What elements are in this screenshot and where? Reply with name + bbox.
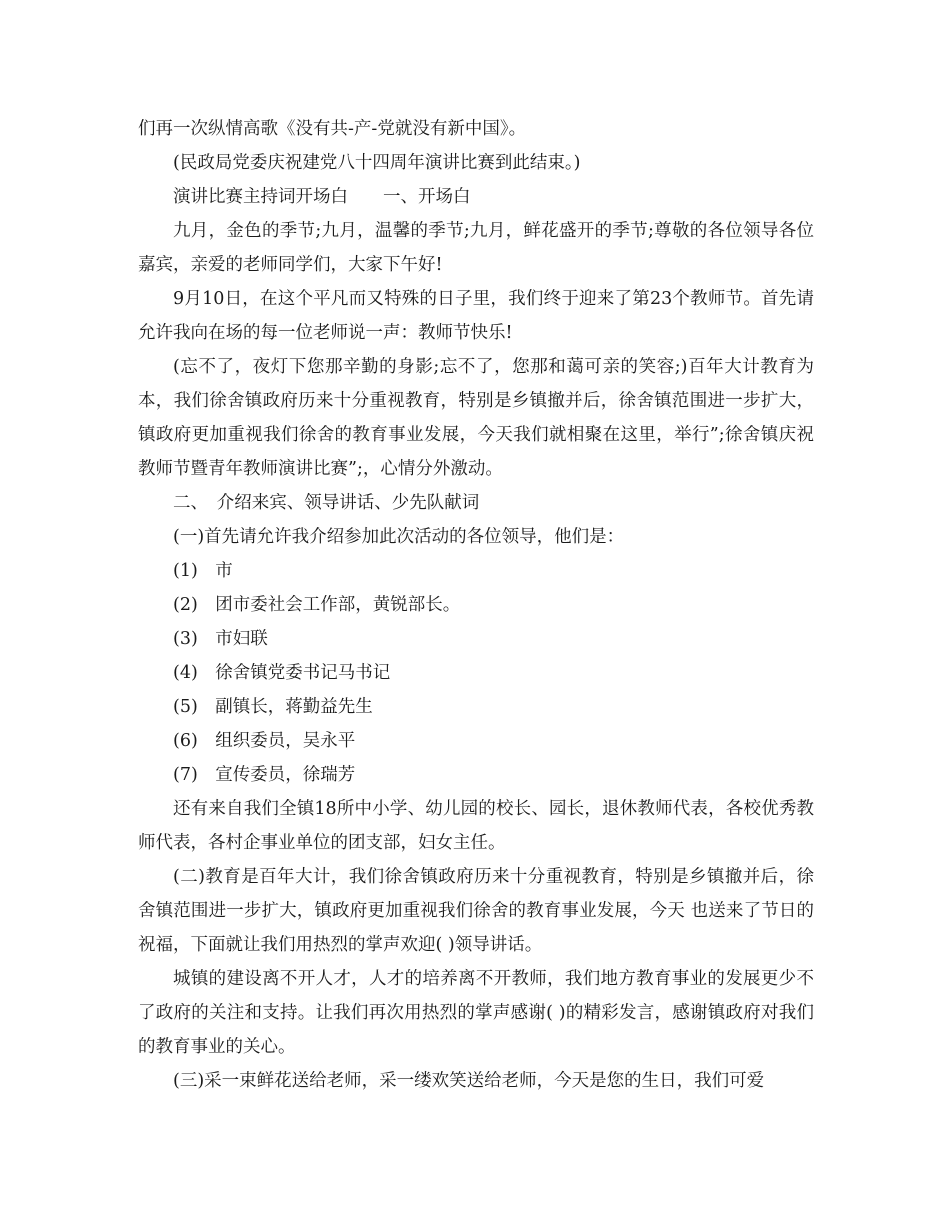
document-body — [138, 112, 814, 1098]
list-item: (4) 徐舍镇党委书记马书记 — [173, 663, 391, 683]
paragraph-greeting: 九月，金色的季节;九月，温馨的季节;九月，鲜花盛开的季节;尊敬的各位领导各位嘉宾，亲爱的老师同学们，大家下午好! — [138, 221, 814, 275]
paragraph-leader-speech: (二)教育是百年大计，我们徐舍镇政府历来十分重视教育，特别是乡镇撤并后，徐舍镇范围进一步扩大，镇政府更加重视我们徐舍的教育事业发展，今天 也送来了节日的祝福，下面就让我们用热烈的掌声欢迎( )领导讲话。 — [138, 867, 814, 955]
paragraph-other-guests: 还有来自我们全镇18所中小学、幼儿园的校长、园长，退休教师代表，各校优秀教师代表，各村企事业单位的团支部，妇女主任。 — [138, 799, 814, 853]
list-item: (3) 市妇联 — [173, 629, 268, 649]
list-item: (6) 组织委员，吴永平 — [173, 731, 356, 751]
paragraph-continuation: 们再一次纵情高歌《没有共-产-党就没有新中国》。 — [138, 119, 527, 139]
paragraph-education-focus: (忘不了，夜灯下您那辛勤的身影;忘不了，您那和蔼可亲的笑容;)百年大计教育为本，我们徐舍镇政府历来十分重视教育，特别是乡镇撤并后，徐舍镇范围进一步扩大，镇政府更加重视我们徐舍的教育事业发展，今天我们就相聚在这里，举行”;徐舍镇庆祝教师节暨青年教师演讲比赛”;，心情分外激动。 — [138, 357, 814, 479]
paragraph-thanks: 城镇的建设离不开人才，人才的培养离不开教师，我们地方教育事业的发展更少不了政府的关注和支持。让我们再次用热烈的掌声感谢( )的精彩发言，感谢镇政府对我们的教育事业的关心。 — [138, 969, 814, 1057]
paragraph-introduce-leaders: (一)首先请允许我介绍参加此次活动的各位领导，他们是： — [173, 527, 625, 547]
paragraph-closing-note: (民政局党委庆祝建党八十四周年演讲比赛到此结束。) — [173, 153, 581, 173]
list-item: (5) 副镇长，蒋勤益先生 — [173, 697, 373, 717]
section-heading-opening: 演讲比赛主持词开场白 一、开场白 — [173, 187, 471, 207]
list-item: (7) 宣传委员，徐瑞芳 — [173, 765, 356, 785]
section-heading-guests: 二、 介绍来宾、领导讲话、少先队献词 — [173, 493, 480, 513]
paragraph-flowers: (三)采一束鲜花送给老师，采一缕欢笑送给老师，今天是您的生日，我们可爱 — [173, 1071, 765, 1091]
paragraph-teachers-day: 9月10日，在这个平凡而又特殊的日子里，我们终于迎来了第23个教师节。首先请允许我向在场的每一位老师说一声：教师节快乐! — [138, 289, 814, 343]
list-item: (2) 团市委社会工作部，黄锐部长。 — [173, 595, 461, 615]
list-item: (1) 市 — [173, 561, 233, 581]
